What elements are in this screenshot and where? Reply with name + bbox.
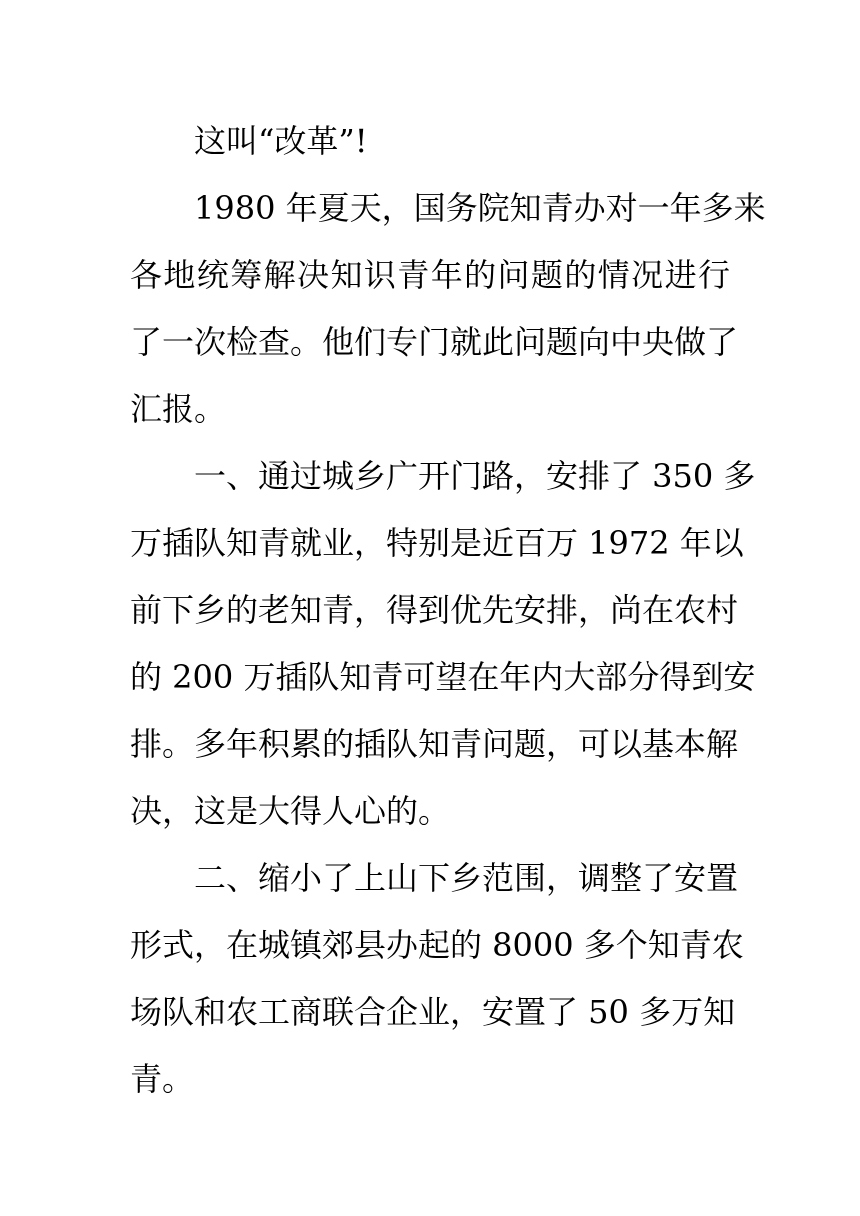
paragraph-line: 决，这是大得人心的。 [130, 792, 451, 830]
paragraph-line: 1980 年夏天，国务院知青办对一年多来 [194, 189, 766, 227]
paragraph-line: 这叫“改革”! [194, 122, 368, 160]
paragraph-line: 形式，在城镇郊县办起的 8000 多个知青农 [130, 926, 744, 964]
paragraph-line: 二、缩小了上山下乡范围，调整了安置 [194, 859, 739, 897]
paragraph-line: 各地统筹解决知识青年的问题的情况进行 [130, 256, 730, 294]
paragraph-line: 汇报。 [130, 390, 227, 428]
paragraph-line: 前下乡的老知青，得到优先安排，尚在农村 [130, 591, 739, 629]
paragraph-line: 了一次检查。他们专门就此问题向中央做了 [130, 323, 739, 361]
paragraph-line: 场队和农工商联合企业，安置了 50 多万知 [130, 993, 736, 1031]
paragraph-line: 排。多年积累的插队知青问题，可以基本解 [130, 725, 739, 763]
paragraph-line: 的 200 万插队知青可望在年内大部分得到安 [130, 658, 756, 696]
paragraph-line: 万插队知青就业，特别是近百万 1972 年以 [130, 524, 744, 562]
paragraph-line: 青。 [130, 1060, 195, 1098]
paragraph-line: 一、通过城乡广开门路，安排了 350 多 [194, 457, 756, 495]
